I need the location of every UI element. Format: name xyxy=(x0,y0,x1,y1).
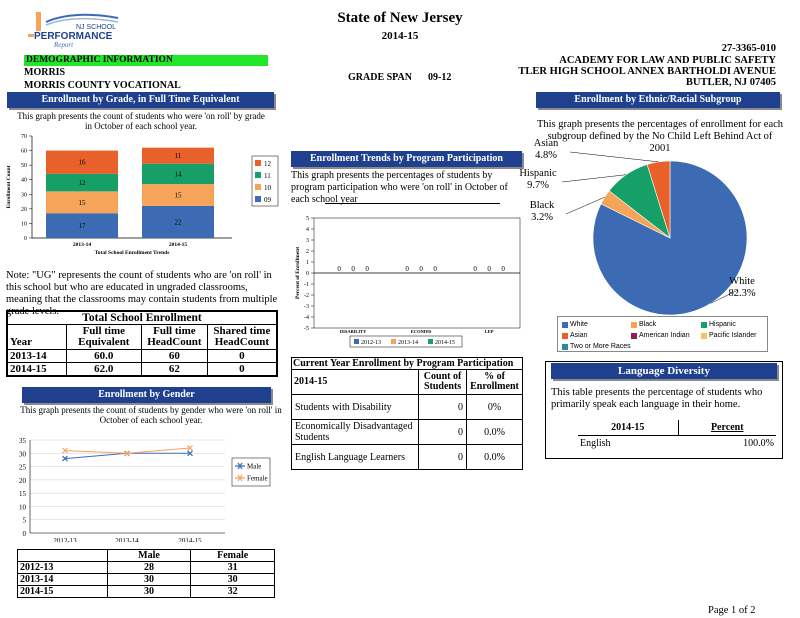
ethnic-header: Enrollment by Ethnic/Racial Subgroup xyxy=(536,92,780,108)
gender-ytick-label: 35 xyxy=(19,437,26,445)
pie-label-pct: 82.3% xyxy=(728,288,756,299)
table-row xyxy=(292,420,523,445)
table-row xyxy=(7,363,277,377)
pie-label-name: Asian xyxy=(533,138,559,149)
grade-xtick-label: 2013-14 xyxy=(72,242,92,248)
program-ytick-label: 3 xyxy=(306,238,309,244)
program-col-header: Count of Students xyxy=(419,370,467,395)
school-city: BUTLER, NJ 07405 xyxy=(685,77,776,88)
program-ytick-label: 1 xyxy=(306,260,309,266)
ethnic-legend-label: American Indian xyxy=(639,332,690,339)
gender-legend-label: Male xyxy=(247,462,262,471)
ethnic-legend-swatch xyxy=(631,333,637,339)
program-ytick-label: -2 xyxy=(304,293,309,299)
ethnic-legend-label: Two or More Races xyxy=(570,343,631,350)
grade-span-label: GRADE SPAN xyxy=(348,72,412,83)
gender-ytick-label: 5 xyxy=(22,516,26,525)
program-cell: Economically Disadvantaged Students xyxy=(292,420,419,445)
program-table-title: Current Year Enrollment by Program Participation xyxy=(292,358,523,370)
ethnic-legend-swatch xyxy=(631,322,637,328)
program-legend-label: 2012-13 xyxy=(361,340,381,346)
gender-ytick-label: 0 xyxy=(22,530,26,538)
language-col-header: Percent xyxy=(678,420,776,436)
pie-leader-line xyxy=(570,152,658,162)
program-legend-label: 2014-15 xyxy=(435,340,455,346)
ethnic-legend-label: Pacific Islander xyxy=(709,332,757,339)
program-bar-label: 0 xyxy=(419,265,423,273)
grade-legend-label: 09 xyxy=(264,196,271,204)
county-name: MORRIS xyxy=(24,67,66,78)
district-name: MORRIS COUNTY VOCATIONAL xyxy=(24,80,181,91)
ethnic-legend-swatch xyxy=(701,322,707,328)
total-enrollment-cell: 0 xyxy=(207,350,277,363)
pie-label-pct: 4.8% xyxy=(535,150,557,161)
program-legend-swatch xyxy=(428,339,433,344)
pie-label-name: White xyxy=(729,276,755,287)
gender-legend-swatch xyxy=(235,475,245,481)
enroll-grade-header: Enrollment by Grade, in Full Time Equivalent xyxy=(7,92,274,108)
total-enrollment-cell: 0 xyxy=(207,363,277,377)
grade-ytick-label: 40 xyxy=(21,177,27,184)
grade-xlabel: Total School Enrollment Trends xyxy=(94,250,170,256)
gender-table xyxy=(17,549,275,598)
ethnic-legend-item xyxy=(562,321,588,328)
program-bar-label: 0 xyxy=(405,265,409,273)
program-cell: 0 xyxy=(419,395,467,420)
grade-span-value: 09-12 xyxy=(428,72,452,83)
total-enrollment-cell: 60 xyxy=(142,350,208,363)
grade-xtick-label: 2014-15 xyxy=(168,242,188,248)
total-enrollment-col-header: Year xyxy=(7,325,66,350)
program-bar-label: 0 xyxy=(365,265,369,273)
grade-bar-label: 22 xyxy=(174,218,182,227)
gender-ytick-label: 30 xyxy=(19,450,26,459)
gender-desc: This graph presents the count of students by gender who were 'on roll' in October of each school year. xyxy=(20,405,282,425)
ethnic-legend-item xyxy=(562,332,588,339)
program-xtick-label: LEP xyxy=(484,329,494,334)
grade-bar-label: 15 xyxy=(174,191,182,200)
ethnic-desc: This graph presents the percentages of enrollment for each subgroup defined by the No Child Left Behind Act of 2001 xyxy=(536,119,784,154)
gender-col-header: Female xyxy=(191,550,275,562)
ethnic-legend-label: White xyxy=(570,321,588,328)
program-xtick-label: DISABILITY xyxy=(339,329,367,334)
gender-cell: 30 xyxy=(191,574,275,586)
gender-cell: 2012-13 xyxy=(18,562,108,574)
total-enrollment-header-row xyxy=(7,325,277,350)
grade-ytick-label: 50 xyxy=(21,163,27,170)
program-cell: English Language Learners xyxy=(292,445,419,470)
program-bar-label: 0 xyxy=(501,265,505,273)
grade-bar-label: 17 xyxy=(78,222,86,231)
language-cell: 100.0% xyxy=(743,438,774,449)
gender-col-header: Male xyxy=(107,550,191,562)
page-number: Page 1 of 2 xyxy=(708,605,756,616)
program-ytick-label: 4 xyxy=(306,227,309,233)
ethnic-pie-chart xyxy=(500,138,800,316)
logo-line1: NJ SCHOOL xyxy=(76,24,117,31)
page-title: State of New Jersey xyxy=(337,10,463,26)
grade-bar-label: 11 xyxy=(174,152,182,161)
program-cell: 0% xyxy=(467,395,523,420)
enroll-grade-desc: This graph presents the count of students who were 'on roll' by grade in October of each school year. xyxy=(17,111,265,131)
ethnic-legend-item xyxy=(701,332,756,339)
grade-bar-label: 15 xyxy=(78,198,86,207)
ethnic-legend-item xyxy=(701,321,736,328)
grade-bar-label: 14 xyxy=(174,170,182,179)
gender-ytick-label: 15 xyxy=(19,490,26,499)
table-row xyxy=(7,350,277,363)
ethnic-legend-swatch xyxy=(562,322,568,328)
program-desc: This graph presents the percentages of students by program participation who were 'on roll' in October of each school year xyxy=(291,170,508,205)
program-bar-label: 0 xyxy=(433,265,437,273)
total-enrollment-title: Total School Enrollment xyxy=(7,311,277,325)
program-bar-label: 0 xyxy=(473,265,477,273)
grade-ytick-label: 10 xyxy=(21,221,27,228)
grade-legend-swatch xyxy=(255,172,261,178)
program-header: Enrollment Trends by Program Participation xyxy=(291,151,522,167)
program-legend-label: 2013-14 xyxy=(398,340,418,346)
gender-xtick-label: 2014-15 xyxy=(178,537,202,542)
program-cell: 0.0% xyxy=(467,445,523,470)
ethnic-legend-item xyxy=(631,321,656,328)
program-chart xyxy=(290,210,530,355)
program-bar-label: 0 xyxy=(351,265,355,273)
gender-xtick-label: 2013-14 xyxy=(115,537,139,542)
ungraded-note: Note: "UG" represents the count of students who are 'on roll' in this school but who are educated in ungraded classrooms, meaning that the classrooms may contain students from multiple grade levels. xyxy=(6,270,278,317)
gender-cell: 31 xyxy=(191,562,275,574)
gender-chart xyxy=(0,430,282,542)
table-row xyxy=(292,445,523,470)
language-table xyxy=(578,420,776,451)
ethnic-legend xyxy=(557,316,768,352)
language-table-header-row xyxy=(578,420,776,436)
total-enrollment-cell: 2014-15 xyxy=(7,363,66,377)
gender-cell: 30 xyxy=(107,574,191,586)
program-bar-label: 0 xyxy=(487,265,491,273)
program-cell: 0.0% xyxy=(467,420,523,445)
gender-cell: 30 xyxy=(107,586,191,598)
total-enrollment-cell: 62.0 xyxy=(66,363,141,377)
gender-cell: 28 xyxy=(107,562,191,574)
table-row xyxy=(18,586,275,598)
program-ytick-label: 5 xyxy=(306,216,309,222)
gender-col-header xyxy=(18,550,108,562)
program-ylabel: Percent of Enrollment xyxy=(295,246,301,300)
program-ytick-label: 0 xyxy=(306,271,309,277)
gender-ytick-label: 10 xyxy=(19,503,26,512)
report-year: 2014-15 xyxy=(381,30,419,42)
program-xtick-label: ECONDIS xyxy=(410,329,432,334)
gender-cell: 2013-14 xyxy=(18,574,108,586)
grade-ytick-label: 30 xyxy=(21,192,27,199)
school-name: ACADEMY FOR LAW AND PUBLIC SAFETY xyxy=(559,55,776,66)
pie-label-name: Hispanic xyxy=(519,168,557,179)
language-col-header: 2014-15 xyxy=(578,420,678,436)
gender-legend-label: Female xyxy=(247,474,268,483)
gender-cell: 2014-15 xyxy=(18,586,108,598)
program-ytick-label: -5 xyxy=(304,326,309,332)
gender-legend-swatch xyxy=(235,463,245,469)
grade-ytick-label: 70 xyxy=(21,134,27,140)
gender-cell: 32 xyxy=(191,586,275,598)
total-enrollment-cell: 60.0 xyxy=(66,350,141,363)
grade-legend-swatch xyxy=(255,196,261,202)
enroll-grade-chart xyxy=(0,128,282,260)
ethnic-legend-label: Asian xyxy=(570,332,588,339)
grade-legend-label: 11 xyxy=(264,172,271,180)
total-enrollment-cell: 62 xyxy=(142,363,208,377)
pie-label-pct: 3.2% xyxy=(531,212,553,223)
gender-table-header-row xyxy=(18,550,275,562)
total-enrollment-cell: 2013-14 xyxy=(7,350,66,363)
ethnic-legend-item xyxy=(631,332,690,339)
program-cell: Students with Disability xyxy=(292,395,419,420)
total-enrollment-col-header: Shared time HeadCount xyxy=(207,325,277,350)
school-code: 27-3365-010 xyxy=(721,43,776,54)
pie-label-name: Black xyxy=(529,200,555,211)
total-enrollment-col-header: Full time Equivalent xyxy=(66,325,141,350)
grade-legend-label: 12 xyxy=(264,160,271,168)
program-ytick-label: -4 xyxy=(304,315,309,321)
table-row xyxy=(18,574,275,586)
gender-xtick-label: 2012-13 xyxy=(53,537,77,542)
grade-legend-swatch xyxy=(255,160,261,166)
program-ytick-label: -1 xyxy=(304,282,309,288)
program-cell: 0 xyxy=(419,420,467,445)
language-cell: English xyxy=(580,438,611,449)
gender-ytick-label: 20 xyxy=(19,476,26,485)
logo-line2: PERFORMANCE xyxy=(34,31,113,42)
gender-header: Enrollment by Gender xyxy=(22,387,271,403)
grade-ytick-label: 20 xyxy=(21,206,27,213)
ethnic-legend-swatch xyxy=(562,344,568,350)
logo-line3: Report xyxy=(54,41,74,49)
grade-legend-label: 10 xyxy=(264,184,271,192)
ethnic-legend-swatch xyxy=(701,333,707,339)
grade-ytick-label: 60 xyxy=(21,148,27,155)
grade-ytick-label: 0 xyxy=(24,236,27,242)
ethnic-legend-label: Black xyxy=(639,321,657,328)
ethnic-legend-label: Hispanic xyxy=(709,321,736,328)
language-desc: This table presents the percentage of students who primarily speak each language in their home. xyxy=(551,387,763,410)
total-enrollment-table xyxy=(6,310,278,377)
table-row xyxy=(578,436,776,452)
grade-bar-label: 12 xyxy=(78,179,86,188)
program-cell: 0 xyxy=(419,445,467,470)
program-legend-swatch xyxy=(354,339,359,344)
program-legend-swatch xyxy=(391,339,396,344)
language-header: Language Diversity xyxy=(551,363,777,379)
demographic-banner: DEMOGRAPHIC INFORMATION xyxy=(24,55,268,66)
school-address: TLER HIGH SCHOOL ANNEX BARTHOLDI AVENUE xyxy=(518,66,776,77)
program-bar-label: 0 xyxy=(337,265,341,273)
ethnic-legend-item xyxy=(562,343,631,350)
program-ytick-label: -3 xyxy=(304,304,309,310)
grade-legend-swatch xyxy=(255,184,261,190)
program-table-header-row xyxy=(292,370,523,395)
program-table xyxy=(291,357,523,470)
program-desc-underline xyxy=(325,203,500,204)
grade-ylabel: Enrollment Count xyxy=(6,165,12,209)
ethnic-legend-swatch xyxy=(562,333,568,339)
pie-leader-line xyxy=(562,175,626,182)
total-enrollment-col-header: Full time HeadCount xyxy=(142,325,208,350)
table-row xyxy=(292,395,523,420)
gender-ytick-label: 25 xyxy=(19,463,26,472)
pie-label-pct: 9.7% xyxy=(527,180,549,191)
table-row xyxy=(18,562,275,574)
program-col-header: % of Enrollment xyxy=(467,370,523,395)
program-ytick-label: 2 xyxy=(306,249,309,255)
program-col-header: 2014-15 xyxy=(292,370,419,395)
grade-bar-label: 16 xyxy=(78,158,86,167)
